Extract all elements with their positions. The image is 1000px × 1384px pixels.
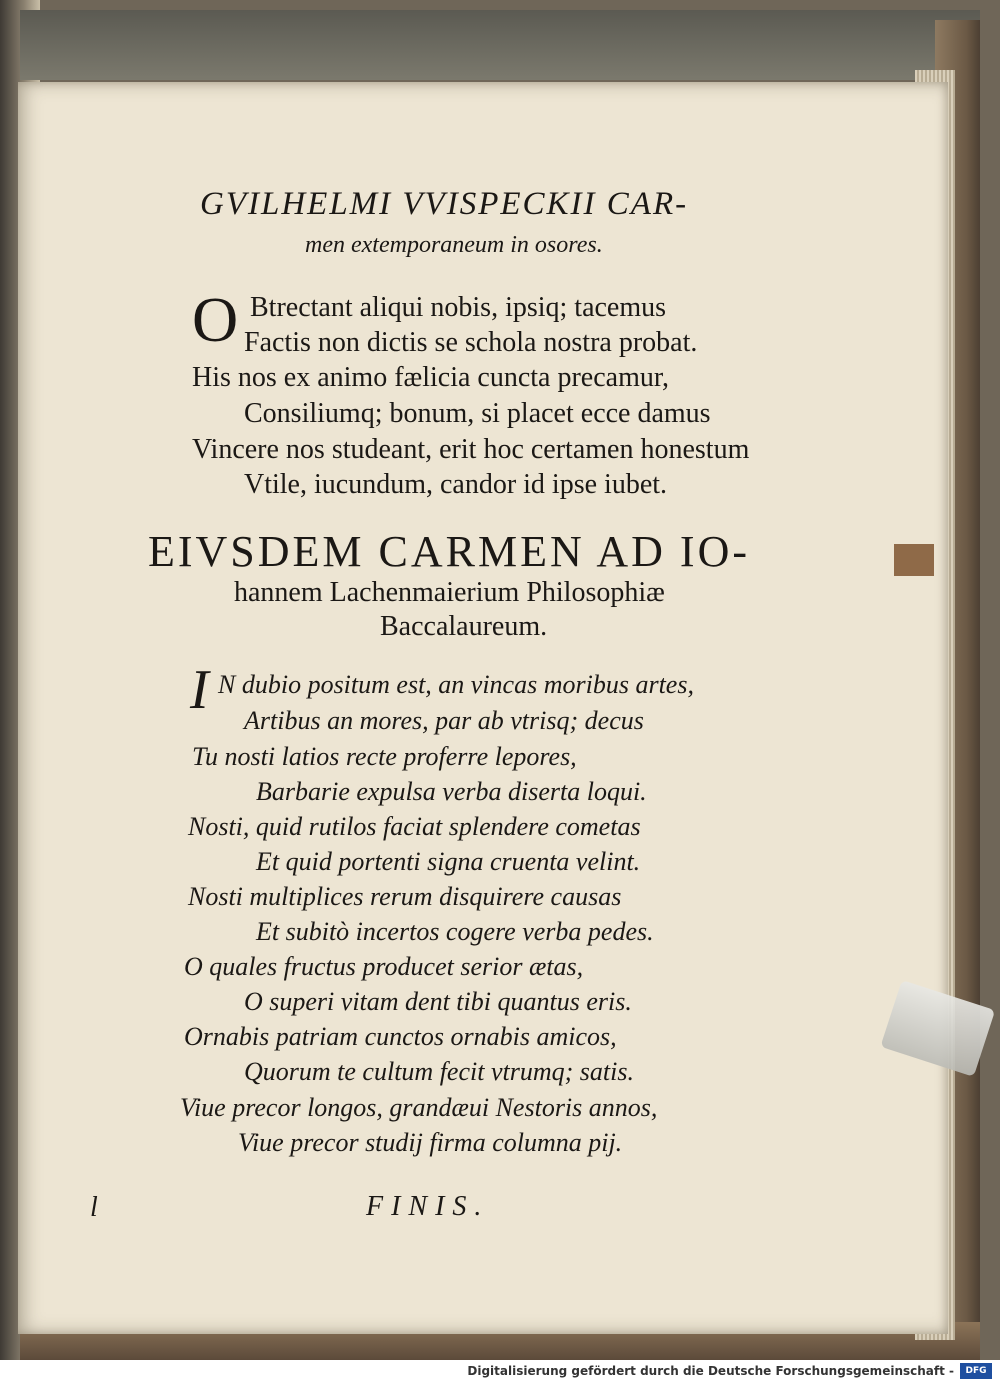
finis-text: FINIS. [366, 1191, 490, 1222]
poem2-line: Barbarie expulsa verba diserta loqui. [256, 777, 647, 806]
poem2-line: N dubio positum est, an vincas moribus artes, [218, 670, 694, 699]
title-line-1: GVILHELMI VVISPECKII CAR- [200, 186, 689, 222]
title-line-2: men extemporaneum in osores. [305, 232, 603, 258]
heading-line-2: hannem Lachenmaierium Philosophiæ [234, 577, 665, 608]
footer-credit: Digitalisierung gefördert durch die Deutsche Forschungsgemeinschaft - [467, 1364, 954, 1378]
poem1-line: Btrectant aliqui nobis, ipsiq; tacemus [250, 292, 667, 323]
page-tab-marker [894, 544, 934, 576]
poem2-line: Nosti, quid rutilos faciat splendere cometas [188, 812, 641, 841]
poem1-line: Vincere nos studeant, erit hoc certamen honestum [192, 434, 750, 465]
heading-line-3: Baccalaureum. [380, 611, 548, 642]
poem1-initial: O [192, 284, 239, 355]
poem2-initial: I [190, 659, 209, 721]
book-cover-top [20, 10, 980, 80]
poem2-line: Et subitò incertos cogere verba pedes. [256, 917, 654, 946]
poem2-line: O superi vitam dent tibi quantus eris. [244, 987, 632, 1016]
poem2-line: Viue precor studij firma columna pij. [238, 1128, 623, 1157]
poem2-line: Artibus an mores, par ab vtrisq; decus [244, 706, 644, 735]
poem1-line: Factis non dictis se schola nostra probat. [244, 327, 698, 358]
poem1-line: His nos ex animo fælicia cuncta precamur, [192, 362, 670, 393]
poem2-line: Quorum te cultum fecit vtrumq; satis. [244, 1057, 634, 1086]
dfg-logo: DFG [960, 1363, 992, 1379]
poem2-line: Nosti multiplices rerum disquirere causas [188, 882, 622, 911]
poem2-line: Ornabis patriam cunctos ornabis amicos, [184, 1022, 617, 1051]
poem2-line: Tu nosti latios recte proferre lepores, [192, 742, 577, 771]
poem1-line: Vtile, iucundum, candor id ipse iubet. [244, 469, 668, 500]
poem2-line: Viue precor longos, grandæui Nestoris annos, [180, 1093, 658, 1122]
poem2-line: Et quid portenti signa cruenta velint. [256, 847, 641, 876]
poem1-line: Consiliumq; bonum, si placet ecce damus [244, 398, 711, 429]
signature-mark: l [90, 1192, 98, 1223]
poem2-line: O quales fructus producet serior ætas, [184, 952, 584, 981]
heading-line-1: EIVSDEM CARMEN AD IO- [148, 527, 750, 576]
